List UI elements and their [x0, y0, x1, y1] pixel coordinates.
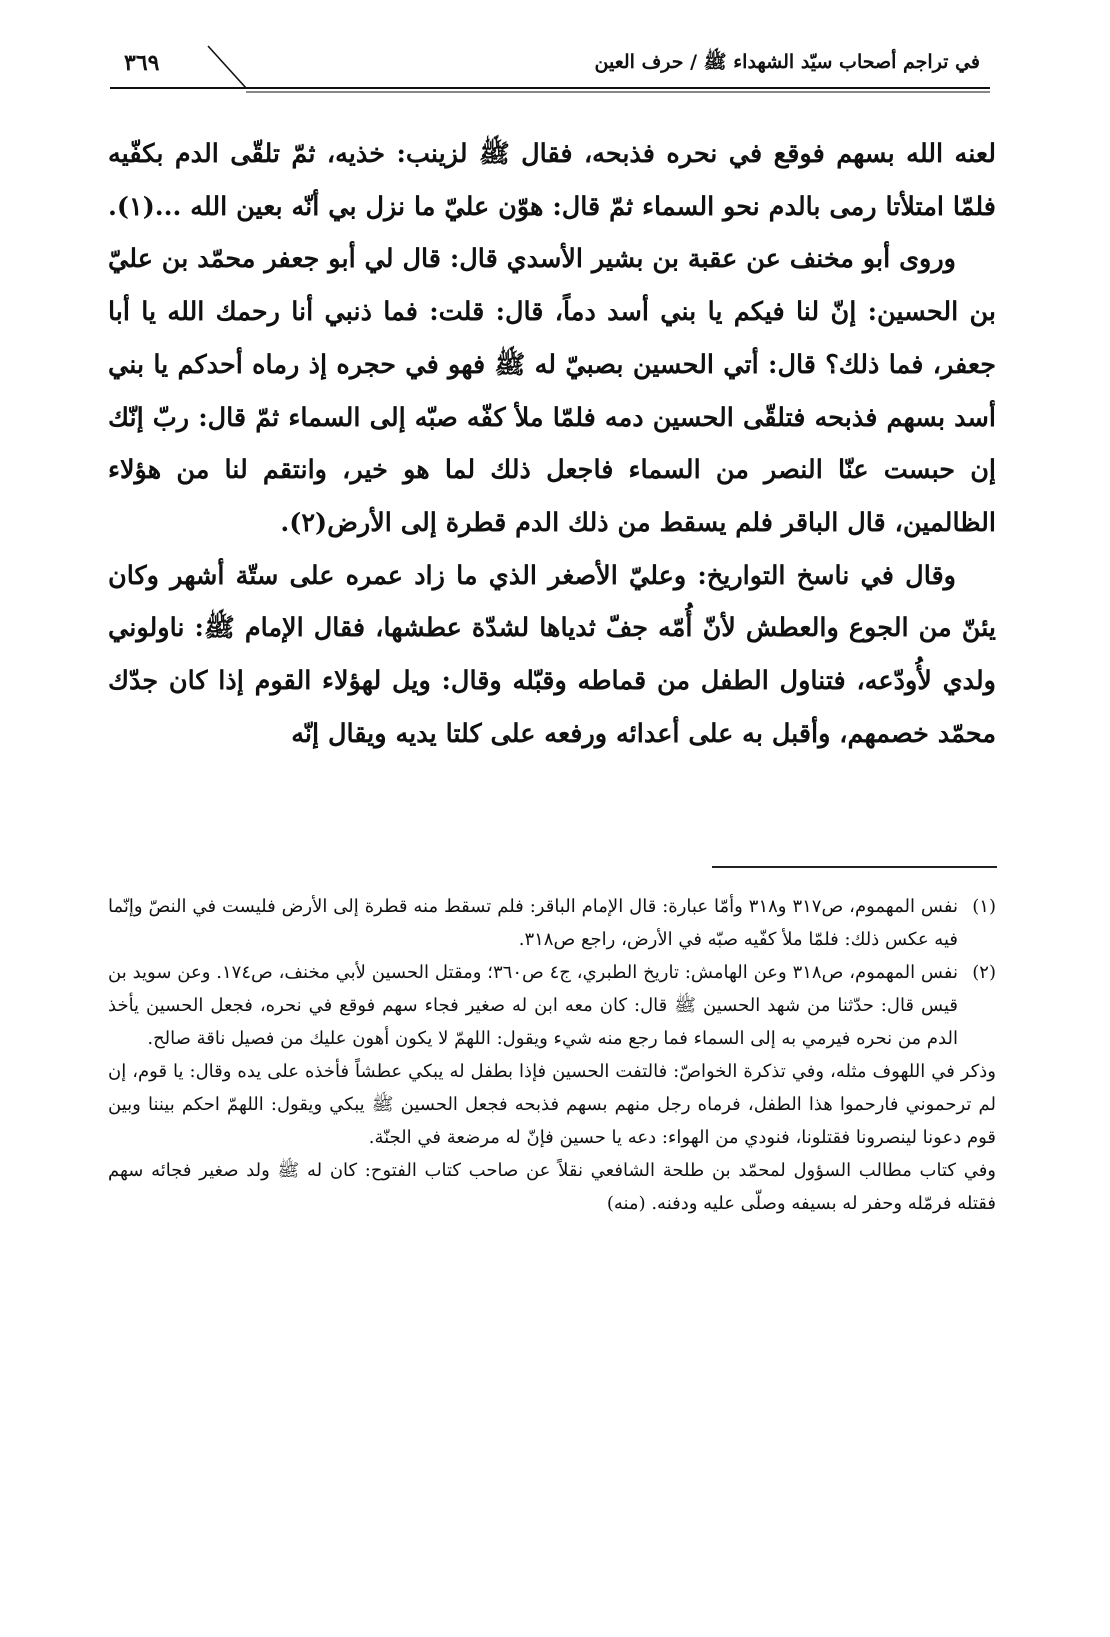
- running-head: في تراجم أصحاب سيّد الشهداء ﷺ / حرف العين: [594, 51, 980, 73]
- body-text: [108, 128, 996, 760]
- body-paragraph: وقال في ناسخ التواريخ: وعليّ الأصغر الذي ما زاد عمره على ستّة أشهر وكان يئنّ من الجوع والعطش لأنّ أُمّه جفّ ثدياها لشدّة عطشها، فقال الإمام ﷺ: ناولوني ولدي لأُودّعه، فتناول الطفل من قماطه وقبّله وقال: ويل لهؤلاء القوم إذا كان جدّك محمّد خصمهم، وأقبل به على أعدائه ورفعه على كلتا يديه ويقال إنّه: [108, 560, 996, 749]
- page-number: ٣٦٩: [124, 50, 160, 76]
- footnotes: [108, 890, 996, 1220]
- footnote-2: [108, 956, 996, 1055]
- body-paragraph: وروى أبو مخنف عن عقبة بن بشير الأسدي قال: قال لي أبو جعفر محمّد بن عليّ بن الحسين: إنّ لنا فيكم يا بني أسد دماً، قال: قلت: فما ذنبي أنا رحمك الله يا أبا جعفر، فما ذلك؟ قال: أتي الحسين بصبيّ له ﷺ فهو في حجره إذ رماه أحدكم يا بني أسد بسهم فذبحه فتلقّى الحسين دمه فلمّا ملأ كفّه صبّه إلى السماء ثمّ قال: ربّ إنّك إن حبست عنّا النصر من السماء فاجعل ذلك لما هو خير، وانتقم لنا من هؤلاء الظالمين، قال الباقر فلم يسقط من ذلك الدم قطرة إلى الأرض(٢).: [108, 244, 996, 538]
- footnote-text: نفس المهموم، ص٣١٧ و٣١٨ وأمّا عبارة: قال الإمام الباقر: فلم تسقط منه قطرة إلى الأرض فليست في النصّ وإنّما فيه عكس ذلك: فلمّا ملأ كفّيه صبّه في الأرض، راجع ص٣١٨.: [108, 896, 958, 950]
- footnote-separator: [712, 866, 997, 868]
- body-paragraph: لعنه الله بسهم فوقع في نحره فذبحه، فقال ﷺ لزينب: خذيه، ثمّ تلقّى الدم بكفّيه فلمّا امتلأتا رمى بالدم نحو السماء ثمّ قال: هوّن عليّ ما نزل بي أنّه بعين الله ...(١).: [108, 139, 996, 222]
- footnote-1: [108, 890, 996, 956]
- footnote-continuation: وفي كتاب مطالب السؤول لمحمّد بن طلحة الشافعي نقلاً عن صاحب كتاب الفتوح: كان له ﷺ ولد صغير فجائه سهم فقتله فرمّله وحفر له بسيفه وصلّى عليه ودفنه. (منه): [108, 1160, 996, 1214]
- footnote-number: (١): [972, 896, 996, 917]
- page-header: [110, 44, 990, 100]
- footnote-number: (٢): [972, 962, 996, 983]
- footnote-text: نفس المهموم، ص٣١٨ وعن الهامش: تاريخ الطبري، ج٤ ص٣٦٠؛ ومقتل الحسين لأبي مخنف، ص١٧٤. وعن سويد بن قيس قال: حدّثنا من شهد الحسين ﷺ قال: كان معه ابن له صغير فجاء سهم فوقع في نحره، فجعل الحسين يأخذ الدم من نحره فيرمي به إلى السماء فما رجع منه شيء ويقول: اللهمّ لا يكون أهون عليك من فصيل ناقة صالح.: [108, 962, 958, 1049]
- footnote-continuation: وذكر في اللهوف مثله، وفي تذكرة الخواصّ: فالتفت الحسين فإذا بطفل له يبكي عطشاً فأخذه على يده وقال: يا قوم، إن لم ترحموني فارحموا هذا الطفل، فرماه رجل منهم بسهم فذبحه فجعل الحسين ﷺ يبكي ويقول: اللهمّ احكم بيننا وبين قوم دعونا لينصرونا فقتلونا، فنودي من الهواء: دعه يا حسين فإنّ له مرضعة في الجنّة.: [108, 1061, 996, 1148]
